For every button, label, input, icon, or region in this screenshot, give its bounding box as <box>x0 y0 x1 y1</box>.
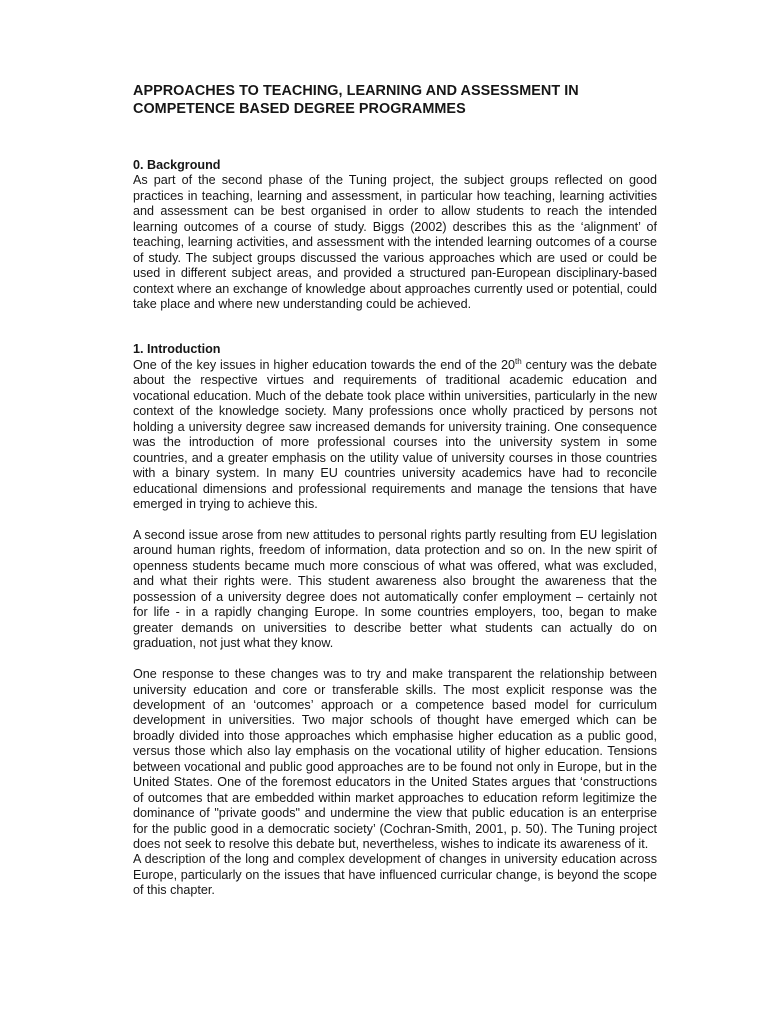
background-heading: 0. Background <box>133 158 221 172</box>
intro-p1-text-cont: century was the debate about the respective virtues and requirements of traditional academic education and vocational education. Much of the debate took place within universities, particularly in the new context of the knowledge society. Many professions once wholly practiced by persons not holding a university degree saw increased demands for university training. One consequence was the introduction of more professional courses into the university system in some countries, and a greater emphasis on the utility value of university courses in those countries with a binary system. In many EU countries university academics have had to reconcile educational dimensions and professional requirements and manage the tensions that have emerged in trying to achieve this. <box>133 357 657 511</box>
document-page <box>133 82 657 899</box>
superscript-th: th <box>514 356 522 366</box>
introduction-paragraph-4: A description of the long and complex development of changes in university education across Europe, particularly on the issues that have influenced curricular change, is beyond the scope of this chapter. <box>133 852 657 898</box>
introduction-paragraph-1 <box>133 358 657 513</box>
title-line-2: COMPETENCE BASED DEGREE PROGRAMMES <box>133 101 466 117</box>
document-title <box>133 82 657 118</box>
introduction-paragraph-2: A second issue arose from new attitudes to personal rights partly resulting from EU legislation around human rights, freedom of information, data protection and so on. In the new spirit of openness students became much more conscious of what was offered, what was excluded, and what their rights were. This student awareness also brought the awareness that the possession of a university degree does not automatically confer employment – certainly not for life - in a rapidly changing Europe. In some countries employers, too, began to make greater demands on universities to describe better what students can actually do on graduation, not just what they know. <box>133 527 657 651</box>
background-paragraph: As part of the second phase of the Tuning project, the subject groups reflected on good practices in teaching, learning and assessment, in particular how teaching, learning activities and assessment can be best organised in order to allow students to reach the intended learning outcomes of a course of study. Biggs (2002) describes this as the ‘alignment’ of teaching, learning activities, and assessment with the intended learning outcomes of a course of study. The subject groups discussed the various approaches which are used or could be used in different subject areas, and provided a structured pan-European disciplinary-based context where an exchange of knowledge about approaches currently used or potential, could take place and where new understanding could be achieved. <box>133 173 657 312</box>
introduction-heading: 1. Introduction <box>133 342 221 357</box>
introduction-paragraph-3: One response to these changes was to try and make transparent the relationship between university education and core or transferable skills. The most explicit response was the development of an ‘outcomes’ approach or a competence based model for curriculum development in universities. Two major schools of thought have emerged which can be broadly divided into those approaches which emphasise higher education as a public good, versus those which also lay emphasis on the vocational utility of higher education. Tensions between vocational and public good approaches are to be found not only in Europe, but in the United States. One of the foremost educators in the United States argues that ‘constructions of outcomes that are embedded within market approaches to education reform legitimize the dominance of "private goods" and undermine the view that public education is an enterprise for the public good in a democratic society’ (Cochran-Smith, 2001, p. 50). The Tuning project does not seek to resolve this debate but, nevertheless, wishes to indicate its awareness of it. <box>133 667 657 852</box>
title-line-1: APPROACHES TO TEACHING, LEARNING AND ASSESSMENT IN <box>133 83 579 99</box>
intro-p1-text: One of the key issues in higher education towards the end of the 20 <box>133 357 515 372</box>
